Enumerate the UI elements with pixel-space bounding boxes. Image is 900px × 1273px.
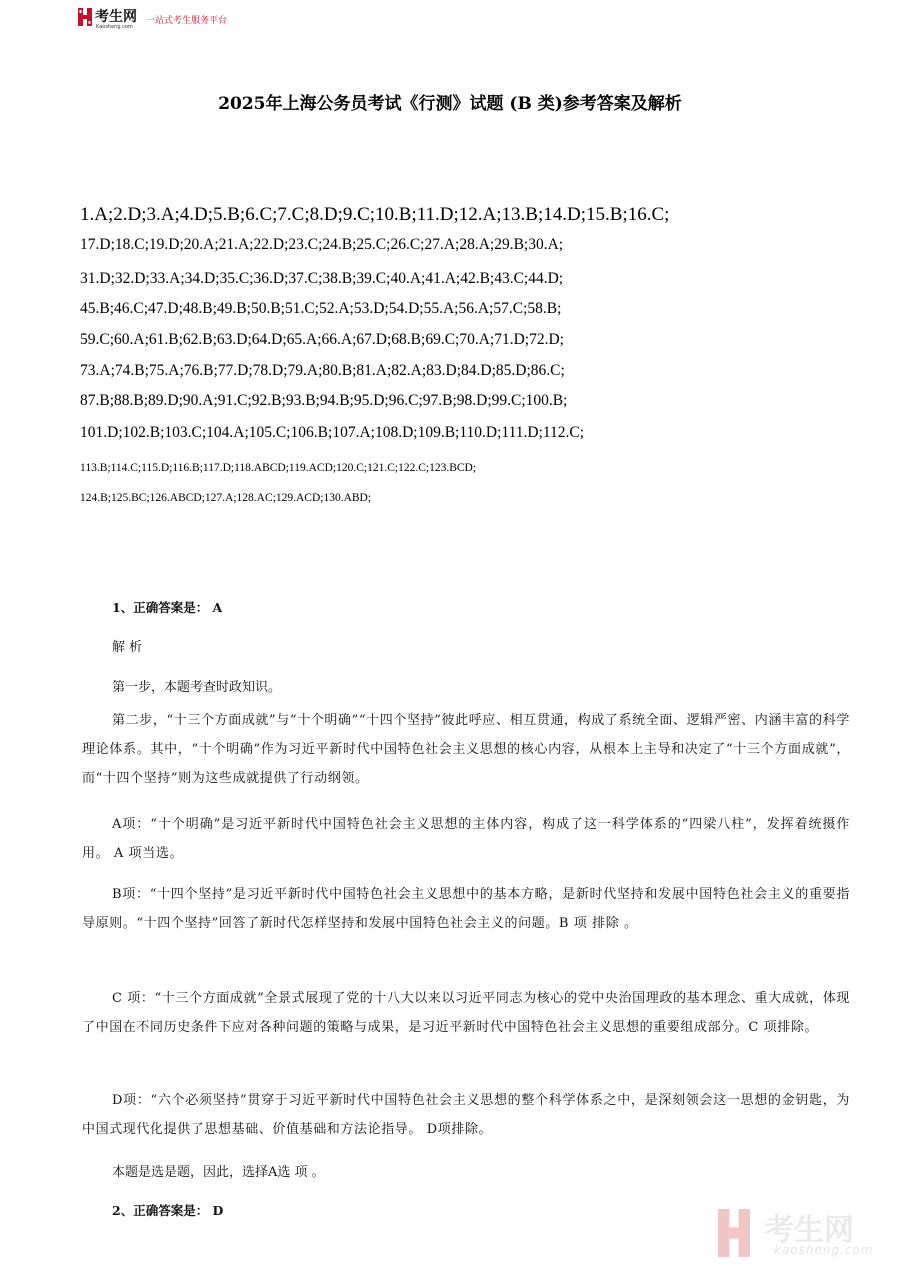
kaosheng-watermark-icon	[718, 1209, 750, 1257]
option-b-analysis: B项：“十四个坚持”是习近平新时代中国特色社会主义思想中的基本方略，是新时代坚持和发展中国特色社会主义的重要指导原则。“十四个坚持”回答了新时代怎样坚持和发展中国特色社会主义的问题。B 项 排除 。	[82, 887, 850, 931]
question-1-heading: 1、正确答案是： A	[112, 600, 223, 615]
answer-line: 31.D;32.D;33.A;34.D;35.C;36.D;37.C;38.B;39.C;40.A;41.A;42.B;43.C;44.D;	[80, 270, 564, 287]
answer-line: 17.D;18.C;19.D;20.A;21.A;22.D;23.C;24.B;25.C;26.C;27.A;28.A;29.B;30.A;	[80, 236, 564, 253]
analysis-step1: 第一步，本题考查时政知识。	[112, 680, 282, 695]
answer-line: 87.B;88.B;89.D;90.A;91.C;92.B;93.B;94.B;95.D;96.C;97.B;98.D;99.C;100.B;	[80, 392, 568, 409]
header-logo	[78, 6, 278, 34]
conclusion: 本题是选是题，因此，选择A选 项 。	[112, 1165, 325, 1180]
answer-line: 113.B;114.C;115.D;116.B;117.D;118.ABCD;119.ACD;120.C;121.C;122.C;123.BCD;	[80, 462, 477, 474]
question-2-heading: 2、正确答案是： D	[112, 1203, 224, 1218]
page-title: 2025年上海公务员考试《行测》试题 (B 类)参考答案及解析	[218, 94, 682, 114]
answer-line: 45.B;46.C;47.D;48.B;49.B;50.B;51.C;52.A;53.D;54.D;55.A;56.A;57.C;58.B;	[80, 300, 562, 317]
analysis-step2: 第二步，“十三个方面成就”与“十个明确”“十四个坚持”彼此呼应、相互贯通，构成了系统全面、逻辑严密、内涵丰富的科学理论体系。其中，“十个明确”作为习近平新时代中国特色社会主义思想的核心内容，从根本上主导和决定了“十三个方面成就”，而“十四个坚持”则为这些成就提供了行动纲领。	[82, 713, 850, 786]
option-d-analysis: D项：“六个必须坚持”贯穿于习近平新时代中国特色社会主义思想的整个科学体系之中，是深刻领会这一思想的金钥匙，为中国式现代化提供了思想基础、价值基础和方法论指导。 D项排除。	[82, 1093, 850, 1137]
option-a-analysis: A项：“十个明确”是习近平新时代中国特色社会主义思想的主体内容，构成了这一科学体系的“四梁八柱”，发挥着统摄作用。 A 项当选。	[82, 817, 850, 861]
watermark	[712, 1203, 882, 1263]
logo-url: Kaosheng.com	[96, 24, 133, 30]
answer-line: 73.A;74.B;75.A;76.B;77.D;78.D;79.A;80.B;81.A;82.A;83.D;84.D;85.D;86.C;	[80, 362, 565, 379]
answer-line: 124.B;125.BC;126.ABCD;127.A;128.AC;129.ACD;130.ABD;	[80, 492, 372, 504]
logo-slogan: 一站式考生服务平台	[146, 16, 228, 26]
option-c-analysis: C 项：“十三个方面成就”全景式展现了党的十八大以来以习近平同志为核心的党中央治国理政的基本理念、重大成就，体现了中国在不同历史条件下应对各种问题的策略与成果，是习近平新时代中国特色社会主义思想的重要组成部分。C 项排除。	[82, 991, 850, 1035]
answer-line: 1.A;2.D;3.A;4.D;5.B;6.C;7.C;8.D;9.C;10.B;11.D;12.A;13.B;14.D;15.B;16.C;	[80, 204, 670, 225]
answer-line: 101.D;102.B;103.C;104.A;105.C;106.B;107.A;108.D;109.B;110.D;111.D;112.C;	[80, 424, 585, 441]
answer-line: 59.C;60.A;61.B;62.B;63.D;64.D;65.A;66.A;67.D;68.B;69.C;70.A;71.D;72.D;	[80, 331, 564, 348]
watermark-url: kaosheng.com	[774, 1243, 874, 1257]
watermark-name: 考生网	[764, 1213, 854, 1248]
analysis-label: 解 析	[112, 640, 143, 655]
logo-name: 考生网	[95, 9, 137, 25]
kaosheng-logo-icon	[78, 8, 92, 26]
